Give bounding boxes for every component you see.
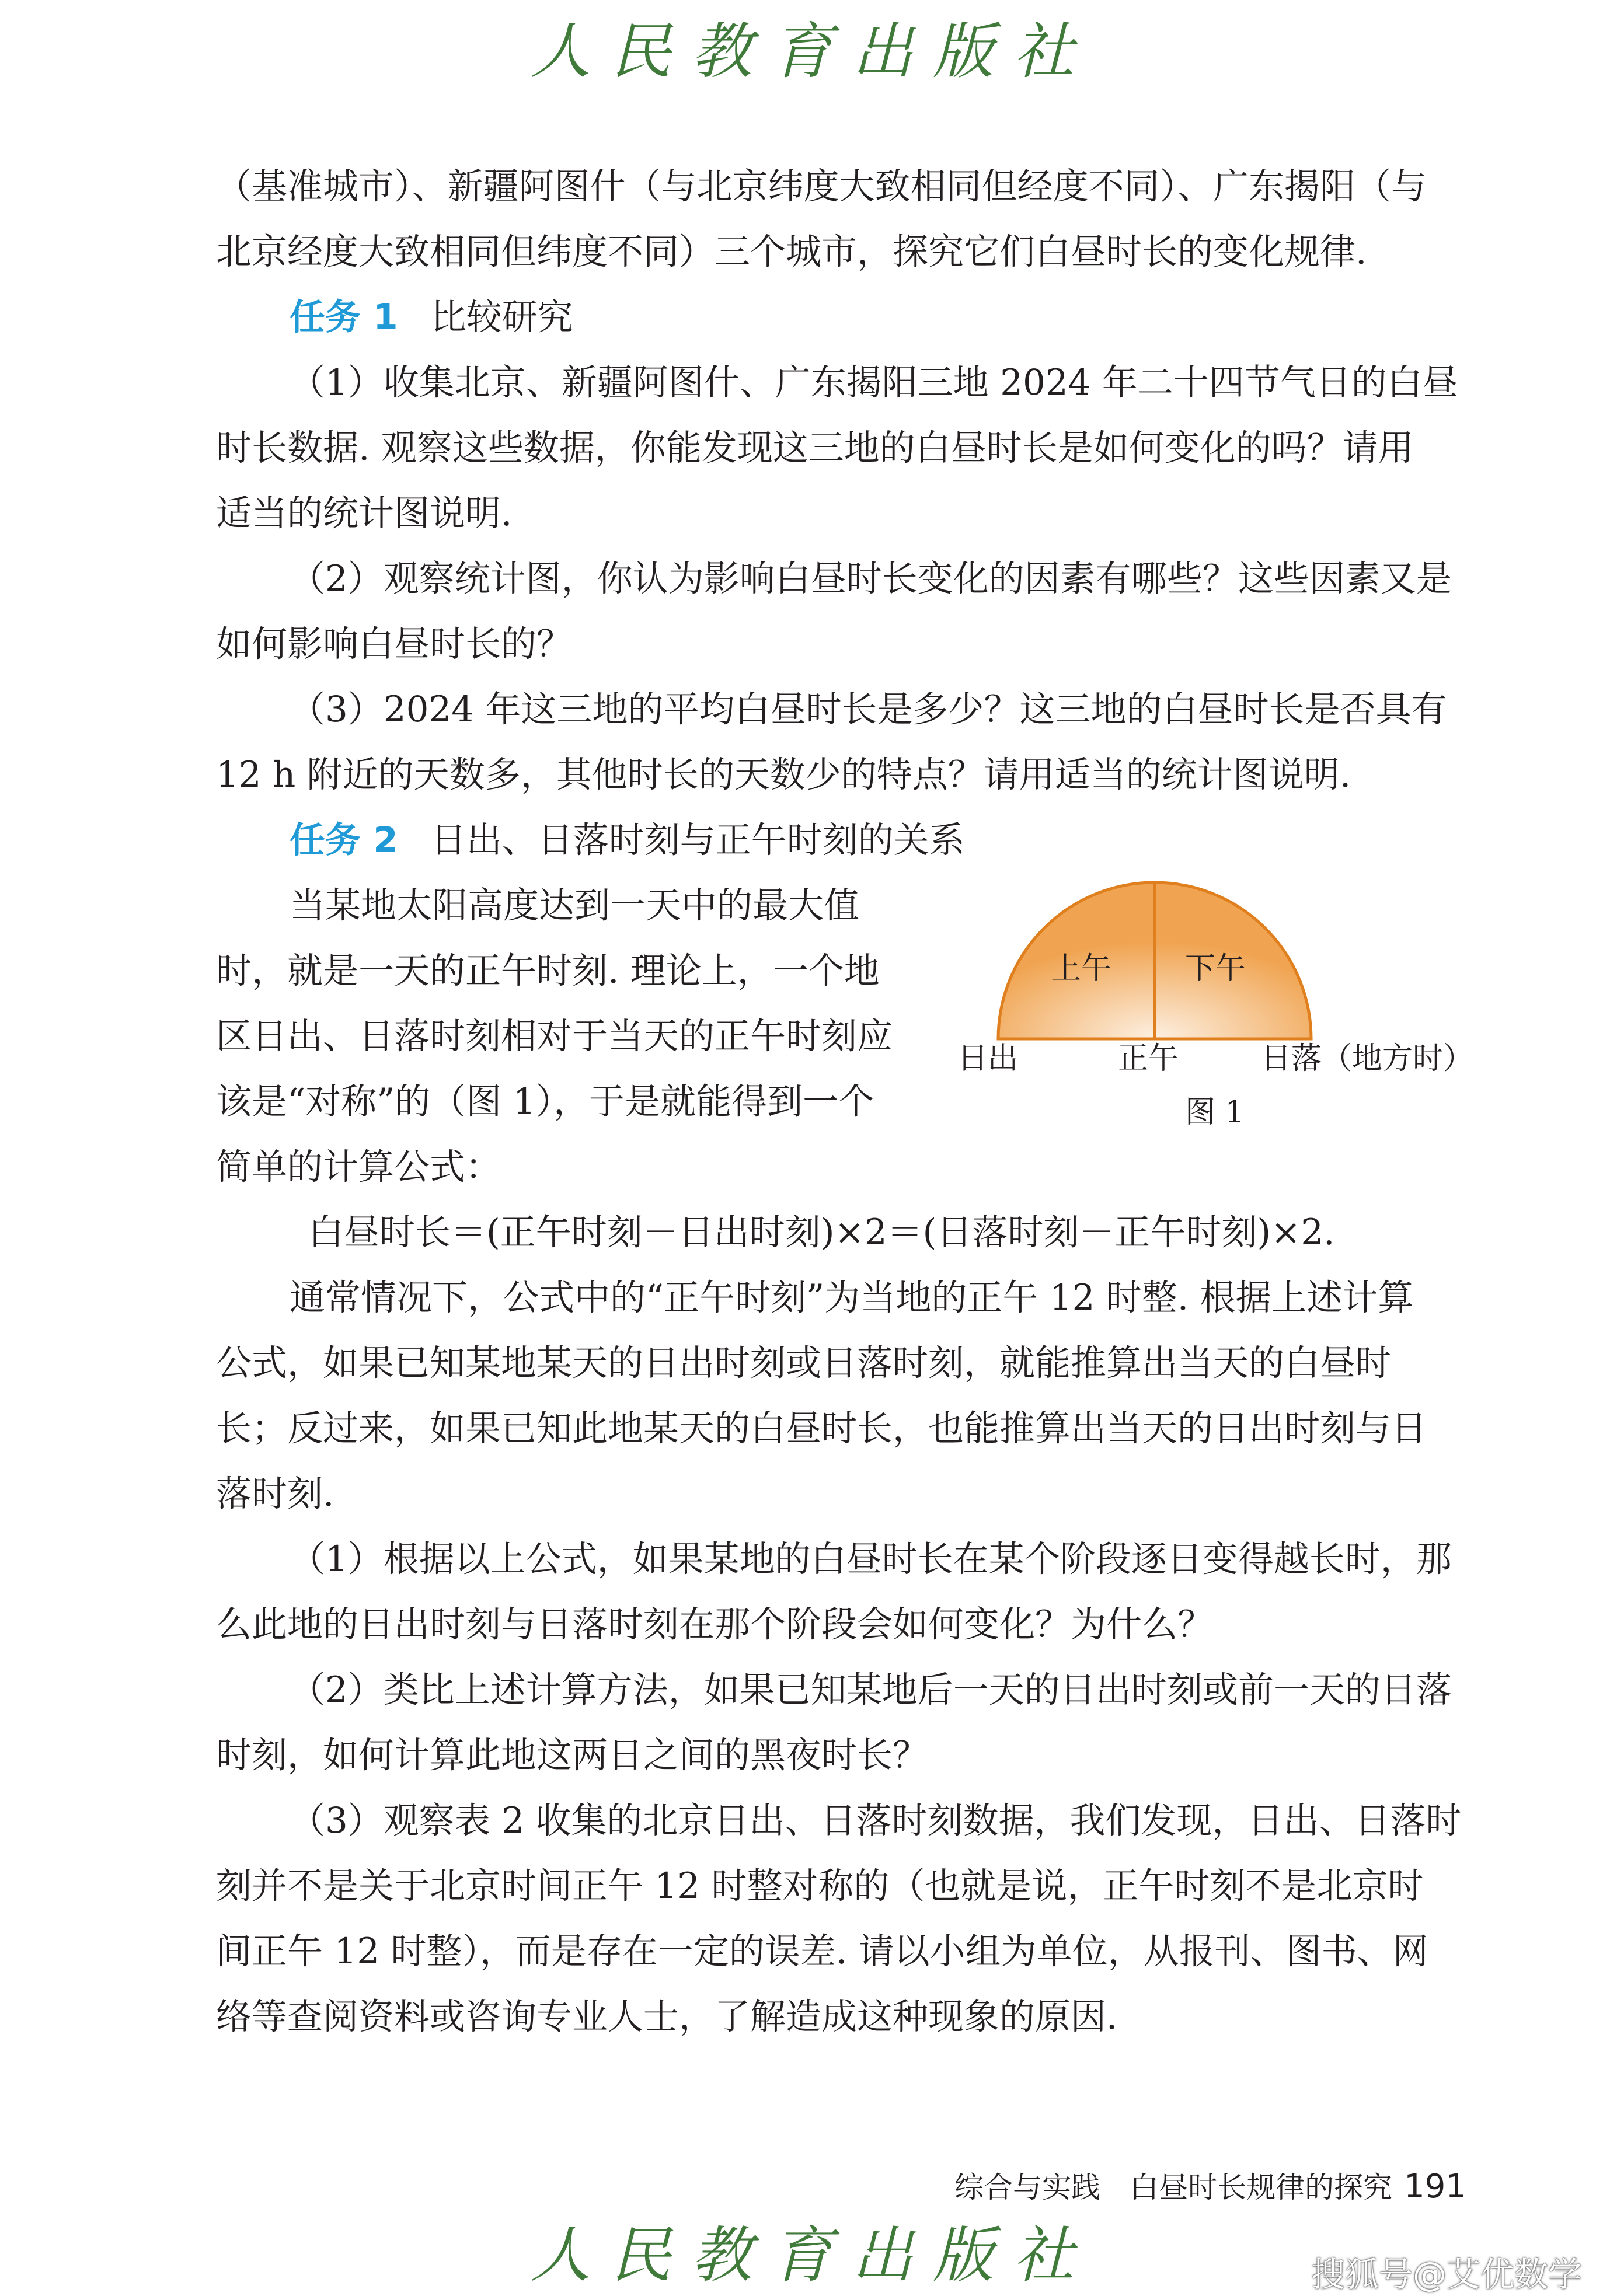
- text-line: 长；反过来，如果已知此地某天的白昼时长，也能推算出当天的日出时刻与日: [216, 1408, 1427, 1449]
- publisher-logo-top: 人民教育出版社: [529, 16, 1094, 87]
- sunrise-label: 日出: [957, 1041, 1019, 1076]
- text-line: 刻并不是关于北京时间正午 12 时整对称的（也就是说，正午时刻不是北京时: [216, 1865, 1424, 1907]
- text-line: 时长数据. 观察这些数据，你能发现这三地的白昼时长是如何变化的吗？请用: [216, 427, 1414, 469]
- figure-caption: 图 1: [1185, 1095, 1245, 1130]
- text-line: 12 h 附近的天数多，其他时长的天数少的特点？请用适当的统计图说明.: [216, 754, 1351, 795]
- text-line: 通常情况下，公式中的“正午时刻”为当地的正午 12 时整. 根据上述计算: [290, 1277, 1414, 1318]
- text-line: （1）收集北京、新疆阿图什、广东揭阳三地 2024 年二十四节气日的白昼: [290, 362, 1458, 403]
- text-line: （2）类比上述计算方法，如果已知某地后一天的日出时刻或前一天的日落: [290, 1669, 1452, 1711]
- task-title: 比较研究: [430, 296, 573, 338]
- text-line: （3）2024 年这三地的平均白昼时长是多少？这三地的白昼时长是否具有: [290, 689, 1447, 730]
- page-number: 191: [1404, 2168, 1466, 2206]
- text-line: （2）观察统计图，你认为影响白昼时长变化的因素有哪些？这些因素又是: [290, 558, 1452, 599]
- page-footer: [954, 2164, 1466, 2206]
- task-label: 任务 2: [290, 819, 398, 861]
- text-line: 如何影响白昼时长的？: [216, 623, 573, 665]
- sunset-label: 日落（地方时）: [1261, 1041, 1474, 1076]
- text-line: 适当的统计图说明.: [216, 493, 513, 534]
- text-line: 当某地太阳高度达到一天中的最大值: [290, 885, 860, 926]
- text-line: 时刻，如何计算此地这两日之间的黑夜时长？: [216, 1735, 929, 1776]
- formula: 白昼时长＝(正午时刻－日出时刻)×2＝(日落时刻－正午时刻)×2.: [308, 1212, 1335, 1253]
- task-label: 任务 1: [290, 296, 398, 338]
- task-1-heading: [290, 294, 573, 341]
- text-line: 络等查阅资料或咨询专业人士，了解造成这种现象的原因.: [216, 1996, 1118, 2037]
- text-line: 时，就是一天的正午时刻. 理论上，一个地: [216, 950, 880, 992]
- publisher-logo-bottom: 人民教育出版社: [529, 2220, 1094, 2291]
- section-title: 综合与实践 白昼时长规律的探究: [954, 2171, 1393, 2204]
- text-line: 公式，如果已知某地某天的日出时刻或日落时刻，就能推算出当天的白昼时: [216, 1342, 1392, 1384]
- text-line: （1）根据以上公式，如果某地的白昼时长在某个阶段逐日变得越长时，那: [290, 1538, 1452, 1580]
- text-line: （基准城市）、新疆阿图什（与北京纬度大致相同但经度不同）、广东揭阳（与: [216, 166, 1427, 207]
- noon-label: 正午: [1118, 1041, 1179, 1076]
- morning-label: 上午: [1051, 951, 1112, 986]
- text-line: 落时刻.: [216, 1473, 334, 1515]
- text-line: 简单的计算公式：: [216, 1146, 501, 1188]
- text-line: 该是“对称”的（图 1），于是就能得到一个: [216, 1081, 874, 1122]
- task-title: 日出、日落时刻与正午时刻的关系: [430, 819, 965, 861]
- text-line: 北京经度大致相同但纬度不同）三个城市，探究它们白昼时长的变化规律.: [216, 231, 1367, 273]
- text-line: （3）观察表 2 收集的北京日出、日落时刻数据，我们发现，日出、日落时: [290, 1800, 1462, 1841]
- afternoon-label: 下午: [1185, 951, 1246, 986]
- figure-1: [957, 875, 1494, 1156]
- text-line: 么此地的日出时刻与日落时刻在那个阶段会如何变化？为什么？: [216, 1604, 1214, 1645]
- text-line: 区日出、日落时刻相对于当天的正午时刻应: [216, 1016, 893, 1057]
- text-line: 间正午 12 时整），而是存在一定的误差. 请以小组为单位，从报刊、图书、网: [216, 1931, 1428, 1972]
- task-2-heading: [290, 817, 965, 864]
- watermark: 搜狐号@艾优数学: [1311, 2255, 1582, 2294]
